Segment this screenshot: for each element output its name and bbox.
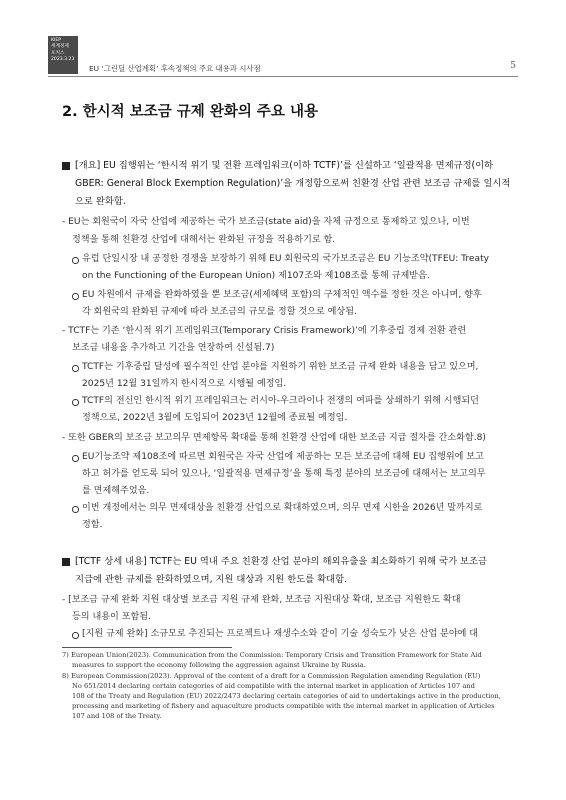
body-line: 하고 허가를 얻도록 되어 있으나, ‘일괄적용 면제규정’을 통해 특정 분야의 보조금에 대해서는 보고의무 xyxy=(82,469,486,479)
footnote-line: measures to support the economy following the aggression against Ukraine by Russia. xyxy=(72,661,366,669)
body-line: EU 차원에서 규제를 완화하였을 뿐 보조금(세제혜택 포함)의 구체적인 액수를 정한 것은 아니며, 향후 xyxy=(82,290,482,300)
body-line: 정책을 통해 친환경 산업에 대해서는 완화된 규정을 적용하기로 함. xyxy=(72,235,336,245)
footnote-line: No 651/2014 declaring certain categories of aid compatible with the internal market in application of Articles 107 and xyxy=(72,682,475,690)
body-line: 정책으로, 2022년 3월에 도입되어 2023년 12월에 종료될 예정임. xyxy=(82,413,348,423)
circle-bullet-icon xyxy=(72,293,79,300)
badge-line: KIEP xyxy=(51,38,62,43)
body-line: on the Functioning of the European Union) 제107조와 제108조를 통해 규제받음. xyxy=(82,271,430,281)
circle-bullet-icon xyxy=(72,365,79,372)
body-line: - 또한 GBER의 보조금 보고의무 면제항목 확대를 통해 친환경 산업에 대한 보조금 지급 절차를 간소화함.8) xyxy=(62,433,486,443)
body-line: 각 회원국의 완화된 규제에 따라 보조금의 규모를 정할 것으로 예상됨. xyxy=(82,307,357,317)
body-line: 지급에 관한 규제를 완화하였으며, 지원 대상과 지원 한도를 확대함. xyxy=(75,574,348,585)
footnote-divider xyxy=(62,647,232,648)
body-line: 으로 완화함. xyxy=(75,196,126,207)
body-line: TCTF의 전신인 한시적 위기 프레임워크는 러시아-우크라이나 전쟁의 여파를 상쇄하기 위해 시행되던 xyxy=(82,396,479,406)
body-line: - TCTF는 기존 ‘한시적 위기 프레임워크(Temporary Crisis Framework)’에 기후중립 경제 전환 관련 xyxy=(62,326,467,336)
body-line: 를 면제해주었음. xyxy=(82,486,150,496)
body-line: TCTF는 기후중립 달성에 필수적인 산업 분야를 지원하기 위한 보조금 규제 완화 내용을 담고 있으며, xyxy=(82,362,479,372)
body-line: GBER: General Block Exemption Regulation)’을 개정함으로써 친환경 산업 관련 보조금 규제를 일시적 xyxy=(75,178,511,189)
page-number: 5 xyxy=(510,61,516,71)
body-line: [TCTF 상세 내용] TCTF는 EU 역내 주요 친환경 산업 분야의 해외유출을 최소화하기 위해 국가 보조금 xyxy=(75,556,487,567)
body-line: 보조금 내용을 추가하고 기간을 연장하여 신설됨.7) xyxy=(72,343,275,353)
circle-bullet-icon xyxy=(72,455,79,462)
circle-bullet-icon xyxy=(72,399,79,406)
header-divider xyxy=(48,76,518,77)
body-line: EU기능조약 제108조에 따르면 회원국은 자국 산업에 제공하는 모든 보조금에 대해 EU 집행위에 보고 xyxy=(82,452,484,462)
body-line: 유럽 단일시장 내 공정한 경쟁을 보장하기 위해 EU 회원국의 국가보조금은 EU 기능조약(TFEU: Treaty xyxy=(82,254,490,264)
badge-line: 세계경제 xyxy=(51,44,69,50)
square-bullet-icon xyxy=(62,558,70,566)
publication-badge xyxy=(48,36,78,74)
square-bullet-icon xyxy=(62,162,70,170)
section-title: 2. 한시적 보조금 규제 완화의 주요 내용 xyxy=(62,104,318,120)
body-line: 정함. xyxy=(82,520,103,530)
footnote-line: 7) European Union(2023). Communication from the Commission: Temporary Crisis and Transition Framework for State Aid xyxy=(62,651,482,659)
body-line: - EU는 회원국이 자국 산업에 제공하는 국가 보조금(state aid)을 자체 규정으로 통제하고 있으나, 이번 xyxy=(62,217,470,227)
body-line: 이번 개정에서는 의무 면제대상을 친환경 산업으로 확대하였으며, 의무 면제 시한을 2026년 말까지로 xyxy=(82,503,483,513)
footnote-line: processing and marketing of fishery and aquaculture products compatible with the internal market in application of Articles xyxy=(72,702,495,710)
running-header-title: EU ‘그린딜 산업계획’ 후속정책의 주요 내용과 시사점 xyxy=(89,64,261,73)
body-line: [지원 규제 완화] 소규모로 추진되는 프로젝트나 재생수소와 같이 기술 성숙도가 낮은 산업 분야에 대 xyxy=(82,629,479,639)
circle-bullet-icon xyxy=(72,257,79,264)
footnote-line: 108 of the Treaty and Regulation (EU) 2022/2473 declaring certain categories of aid to undertakings active in the production, xyxy=(72,692,501,700)
body-line: 2025년 12월 31일까지 한시적으로 시행될 예정임. xyxy=(82,379,287,389)
body-line: [개요] EU 집행위는 ‘한시적 위기 및 전환 프레임워크(이하 TCTF)’를 신설하고 ‘일괄적용 면제규정(이하 xyxy=(75,160,494,171)
body-line: - [보조금 규제 완화 지원 대상별 보조금 지원 규제 완화, 보조금 지원대상 확대, 보조금 지원한도 확대 xyxy=(62,595,461,605)
circle-bullet-icon xyxy=(72,506,79,513)
circle-bullet-icon xyxy=(72,632,79,639)
body-line: 등의 내용이 포함됨. xyxy=(72,612,151,622)
footnote-line: 8) European Commission(2023). Approval of the content of a draft for a Commission Regulation amending Regulation (EU) xyxy=(62,672,481,680)
badge-line: 포커스 xyxy=(51,50,65,56)
badge-line: 2023.3.23 xyxy=(51,57,75,63)
footnote-line: 107 and 108 of the Treaty. xyxy=(72,712,162,720)
